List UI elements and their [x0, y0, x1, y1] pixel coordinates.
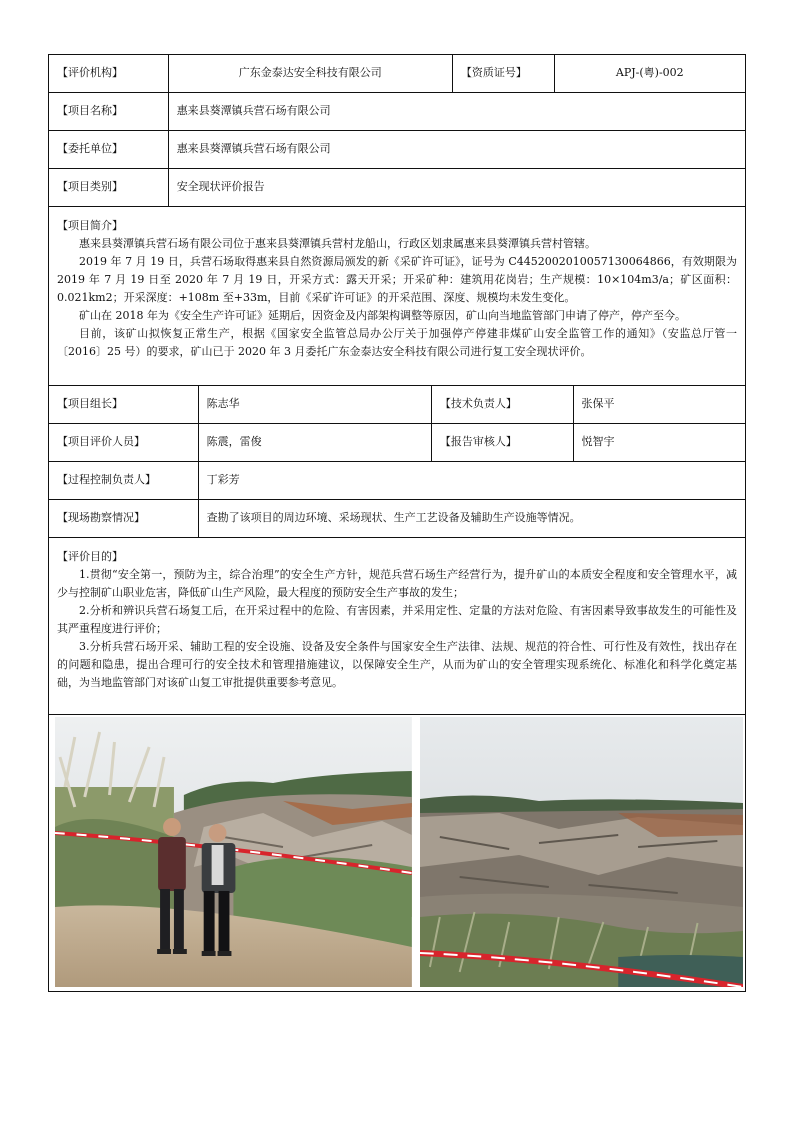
cert-label: 【资质证号】: [453, 55, 555, 92]
purpose-row: [49, 538, 745, 715]
purpose-paragraph: 1.贯彻“安全第一，预防为主，综合治理”的安全生产方针，规范兵营石场生产经营行为，提升矿山的本质安全程度和安全管理水平，减少与控制矿山职业危害，降低矿山生产风险，最大程度的预防安全生产事故的发生；: [57, 568, 737, 599]
leader-label: 【项目组长】: [49, 386, 199, 423]
client-label: 【委托单位】: [49, 131, 169, 168]
staff-value: 陈震，雷俊: [199, 424, 432, 461]
site-photos-row: [49, 715, 745, 991]
site-photo-quarry-face: [420, 717, 743, 987]
purpose-title: 【评价目的】: [57, 550, 123, 563]
reviewer-label: 【报告审核人】: [432, 424, 574, 461]
client-row: [49, 131, 745, 169]
tech-value: 张保平: [581, 397, 615, 411]
project-name-value: 惠来县葵潭镇兵营石场有限公司: [176, 104, 331, 118]
leader-row: [49, 386, 745, 424]
staff-label: 【项目评价人员】: [49, 424, 199, 461]
project-intro: [49, 207, 745, 385]
survey-label: 【现场勘察情况】: [49, 500, 199, 537]
process-value: 丁彩芳: [206, 473, 240, 487]
tech-label: 【技术负责人】: [432, 386, 574, 423]
cert-value: APJ-(粤)-002: [615, 66, 684, 80]
project-name-row: [49, 93, 745, 131]
process-label: 【过程控制负责人】: [49, 462, 199, 499]
purpose-paragraph: 2.分析和辨识兵营石场复工后，在开采过程中的危险、有害因素，并采用定性、定量的方法对危险、有害因素导致事故发生的可能性及其严重程度进行评价；: [57, 604, 737, 635]
intro-title: 【项目简介】: [57, 219, 123, 232]
intro-paragraph: 2019 年 7 月 19 日，兵营石场取得惠来县自然资源局颁发的新《采矿许可证》，证号为 C4452002010057130064866，有效期限为 2019 年 7 月 19 日至 2020 年 7 月 19 日，开采方式：露天开采；开采矿种：建筑用花岗岩；生产规模：10×104m3/a；矿区面积：0.021km2；开采深度：+108m 至+33m，目前《采矿许可证》的开采范围、深度、规模均未发生变化。: [57, 255, 737, 304]
intro-paragraph: 目前，该矿山拟恢复正常生产，根据《国家安全监管总局办公厅关于加强停产停建非煤矿山安全监管工作的通知》（安监总厅管一〔2016〕25 号）的要求，矿山已于 2020 年 3 月委托广东金泰达安全科技有限公司进行复工安全现状评价。: [57, 327, 737, 358]
leader-value: 陈志华: [199, 386, 432, 423]
category-label: 【项目类别】: [49, 169, 169, 206]
client-value: 惠来县葵潭镇兵营石场有限公司: [176, 142, 331, 156]
project-name-label: 【项目名称】: [49, 93, 169, 130]
reviewer-value: 悦智宇: [581, 435, 615, 449]
intro-row: [49, 207, 745, 386]
org-label: 【评价机构】: [49, 55, 169, 92]
purpose-paragraph: 3.分析兵营石场开采、辅助工程的安全设施、设备及安全条件与国家安全生产法律、法规、规范的符合性、可行性及有效性，找出存在的问题和隐患，提出合理可行的安全技术和管理措施建议，以保障安全生产，从而为矿山的安全管理实现系统化、标准化和科学化奠定基础，为当地监管部门对该矿山复工审批提供重要参考意见。: [57, 640, 737, 689]
survey-value: 查勘了该项目的周边环境、采场现状、生产工艺设备及辅助生产设施等情况。: [206, 511, 581, 525]
org-row: [49, 55, 745, 93]
process-row: [49, 462, 745, 500]
evaluation-purpose: [49, 538, 745, 714]
evaluation-info-table: [48, 54, 746, 992]
category-value: 安全现状评价报告: [176, 180, 265, 194]
site-photo-inspectors: [55, 717, 412, 987]
category-row: [49, 169, 745, 207]
intro-paragraph: 矿山在 2018 年为《安全生产许可证》延期后，因资金及内部架构调整等原因，矿山向当地监管部门申请了停产，停产至今。: [79, 309, 686, 322]
quarry-photo-left: [55, 717, 412, 987]
org-value: 广东金泰达安全科技有限公司: [169, 55, 453, 92]
intro-paragraph: 惠来县葵潭镇兵营石场有限公司位于惠来县葵潭镇兵营村龙船山，行政区划隶属惠来县葵潭镇兵营村管辖。: [79, 237, 596, 250]
staff-row: [49, 424, 745, 462]
survey-row: [49, 500, 745, 538]
quarry-photo-right: [420, 717, 743, 987]
